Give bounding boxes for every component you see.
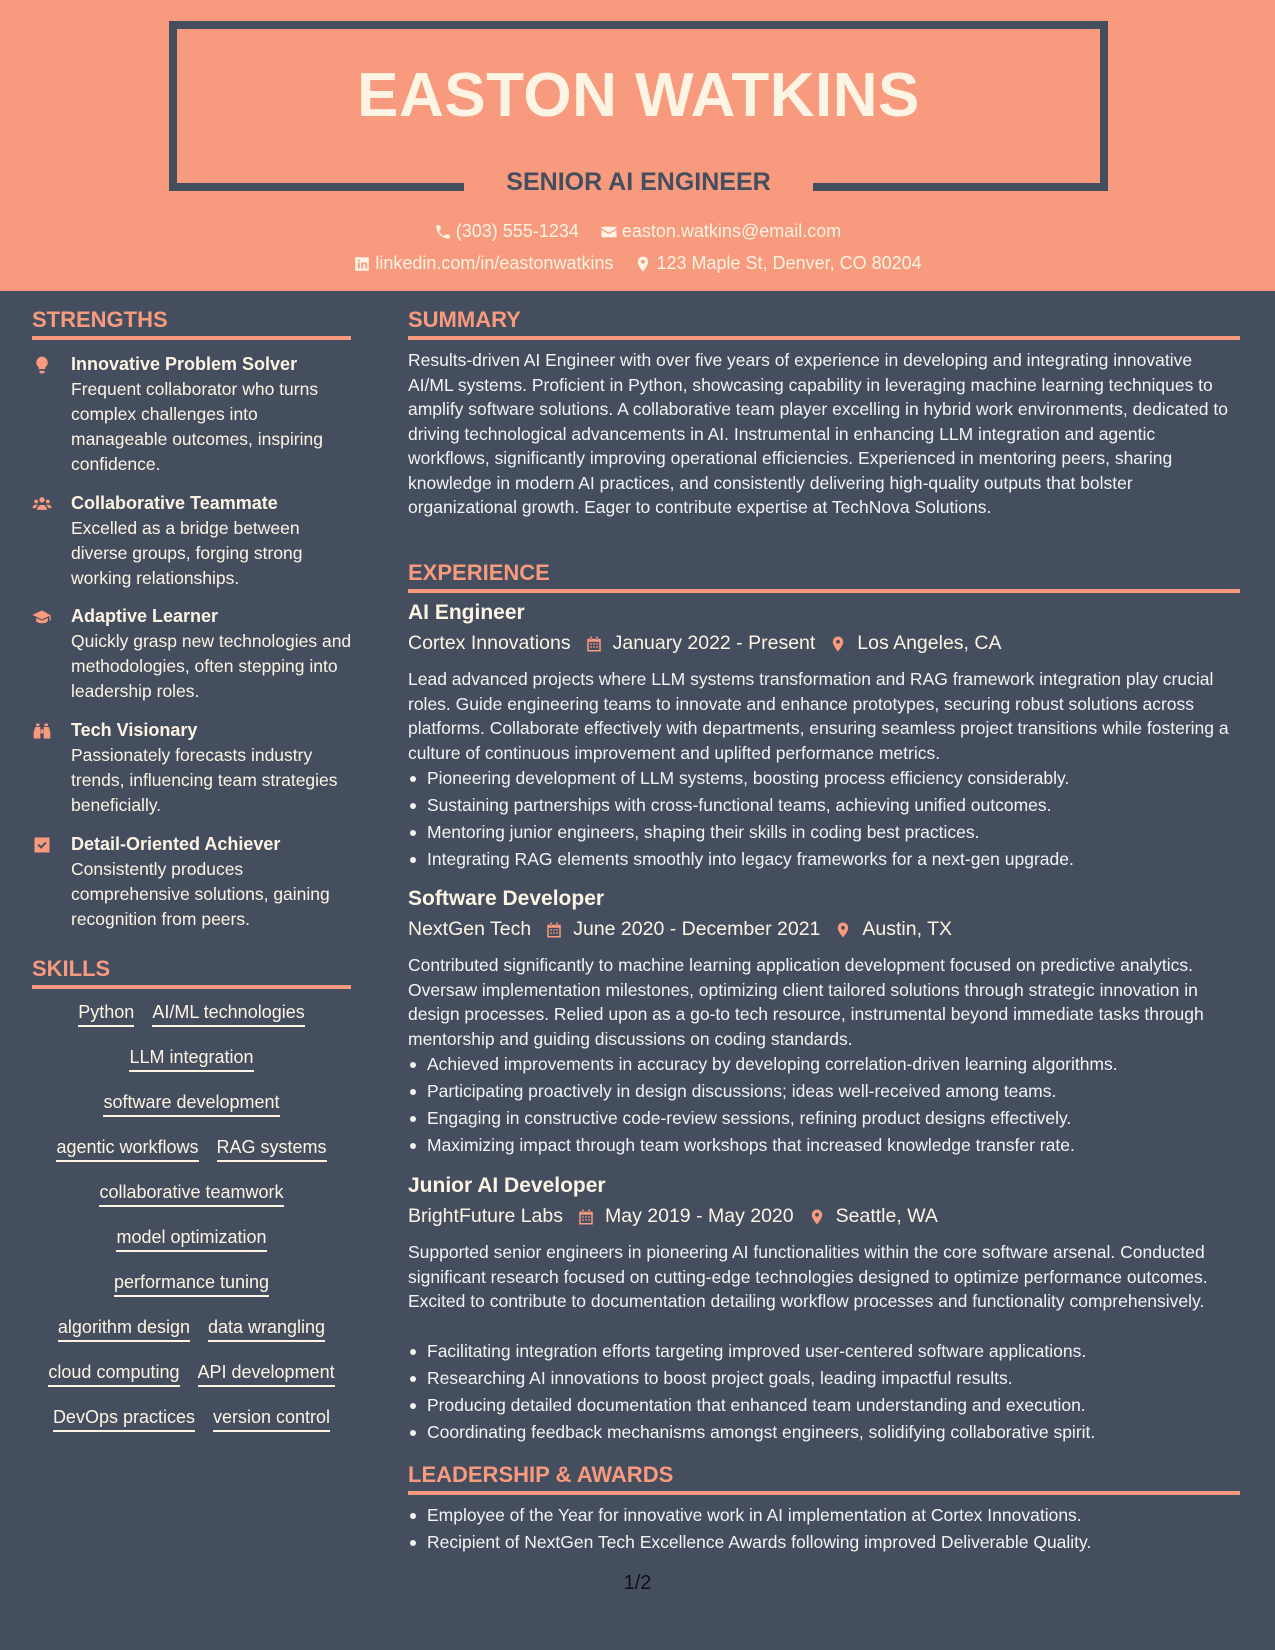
strength-title: Innovative Problem Solver bbox=[71, 354, 298, 374]
skill-tag: cloud computing bbox=[48, 1359, 179, 1387]
skill-tag: data wrangling bbox=[208, 1314, 325, 1342]
job-title: AI Engineer bbox=[408, 601, 525, 624]
binoculars-icon bbox=[32, 721, 52, 741]
skills-list bbox=[32, 999, 351, 1449]
strength-title: Adaptive Learner bbox=[71, 606, 219, 626]
phone-text: (303) 555-1234 bbox=[455, 221, 579, 241]
calendar-icon bbox=[585, 634, 603, 654]
experience-heading: EXPERIENCE bbox=[408, 560, 1240, 593]
skill-tag: API development bbox=[198, 1359, 335, 1387]
skill-row bbox=[32, 1224, 351, 1269]
list-item: Integrating RAG elements smoothly into legacy frameworks for a next-gen upgrade. bbox=[408, 846, 1240, 873]
envelope-icon bbox=[600, 223, 618, 241]
skill-row bbox=[32, 1404, 351, 1449]
skill-tag: RAG systems bbox=[217, 1134, 327, 1162]
list-item: Sustaining partnerships with cross-functional teams, achieving unified outcomes. bbox=[408, 792, 1240, 819]
skill-tag: performance tuning bbox=[114, 1269, 269, 1297]
map-pin-icon bbox=[634, 255, 652, 273]
strength-description: Excelled as a bridge between diverse groups, forging strong working relationships. bbox=[71, 518, 303, 588]
list-item: Employee of the Year for innovative work in AI implementation at Cortex Innovations. bbox=[408, 1502, 1240, 1529]
skill-tag: DevOps practices bbox=[53, 1404, 195, 1432]
address-text: 123 Maple St, Denver, CO 80204 bbox=[656, 253, 922, 273]
checkbox-icon bbox=[32, 835, 52, 855]
email-contact[interactable] bbox=[600, 221, 841, 242]
page-number: 1/2 bbox=[623, 1572, 652, 1594]
job-location: Seattle, WA bbox=[835, 1205, 938, 1227]
job-dates: June 2020 - December 2021 bbox=[573, 918, 821, 940]
strengths-heading: STRENGTHS bbox=[32, 307, 351, 340]
job-meta bbox=[408, 1205, 938, 1228]
strength-item bbox=[32, 832, 352, 932]
skill-tag: collaborative teamwork bbox=[99, 1179, 283, 1207]
candidate-name: EASTON WATKINS bbox=[357, 61, 920, 130]
map-pin-icon bbox=[829, 634, 847, 654]
job-title-header: SENIOR AI ENGINEER bbox=[506, 168, 771, 196]
strength-description: Quickly grasp new technologies and methodologies, often stepping into leadership roles. bbox=[71, 631, 352, 701]
skill-tag: model optimization bbox=[116, 1224, 266, 1252]
job-bullets bbox=[408, 1051, 1240, 1159]
strength-item bbox=[32, 604, 352, 704]
job-title: Junior AI Developer bbox=[408, 1174, 606, 1197]
linkedin-contact[interactable] bbox=[353, 253, 613, 274]
strength-description: Consistently produces comprehensive solutions, gaining recognition from peers. bbox=[71, 859, 330, 929]
job-location: Los Angeles, CA bbox=[857, 632, 1002, 654]
skills-heading: SKILLS bbox=[32, 956, 351, 989]
job-bullets bbox=[408, 1338, 1240, 1446]
skill-tag: AI/ML technologies bbox=[152, 999, 304, 1027]
skill-tag: software development bbox=[103, 1089, 279, 1117]
job-company: Cortex Innovations bbox=[408, 632, 571, 654]
skill-row bbox=[32, 1044, 351, 1089]
awards-list bbox=[408, 1502, 1240, 1556]
skill-tag: Python bbox=[78, 999, 134, 1027]
strength-title: Collaborative Teammate bbox=[71, 493, 278, 513]
list-item: Producing detailed documentation that enhanced team understanding and execution. bbox=[408, 1392, 1240, 1419]
awards-heading: LEADERSHIP & AWARDS bbox=[408, 1462, 1240, 1495]
summary-text: Results-driven AI Engineer with over five years of experience in developing and integrating innovative AI/ML systems. Proficient in Python, showcasing capability in leveraging machine learning techniques to amplify software solutions. A collaborative team player excelling in hybrid work environments, dedicated to driving technological advancements in AI. Instrumental in enhancing LLM integration and agentic workflows, significantly improving operational efficiencies. Experienced in mentoring peers, sharing knowledge in modern AI practices, and consistently delivering high-quality outputs that bolster organizational growth. Eager to contribute expertise at TechNova Solutions. bbox=[408, 350, 1228, 517]
list-item: Pioneering development of LLM systems, boosting process efficiency considerably. bbox=[408, 765, 1240, 792]
list-item: Participating proactively in design discussions; ideas well-received among teams. bbox=[408, 1078, 1240, 1105]
job-title: Software Developer bbox=[408, 887, 605, 910]
name-frame-bottom-right bbox=[813, 183, 1108, 191]
skill-row bbox=[32, 1134, 351, 1179]
graduation-cap-icon bbox=[32, 607, 52, 627]
skill-row bbox=[32, 999, 351, 1044]
email-text: easton.watkins@email.com bbox=[621, 221, 842, 241]
skill-tag: agentic workflows bbox=[56, 1134, 198, 1162]
map-pin-icon bbox=[834, 920, 852, 940]
address-contact bbox=[634, 253, 921, 274]
map-pin-icon bbox=[808, 1207, 826, 1227]
list-item: Mentoring junior engineers, shaping their skills in coding best practices. bbox=[408, 819, 1240, 846]
linkedin-icon bbox=[353, 255, 371, 273]
skill-row bbox=[32, 1089, 351, 1134]
calendar-icon bbox=[545, 920, 563, 940]
contact-row-1 bbox=[0, 221, 1275, 246]
job-dates: May 2019 - May 2020 bbox=[605, 1205, 794, 1227]
list-item: Recipient of NextGen Tech Excellence Awards following improved Deliverable Quality. bbox=[408, 1529, 1240, 1556]
resume-header bbox=[0, 0, 1275, 291]
skill-row bbox=[32, 1269, 351, 1314]
job-company: BrightFuture Labs bbox=[408, 1205, 564, 1227]
calendar-icon bbox=[577, 1207, 595, 1227]
list-item: Coordinating feedback mechanisms amongst engineers, solidifying collaborative spirit. bbox=[408, 1419, 1240, 1446]
lightbulb-icon bbox=[32, 355, 52, 375]
job-company: NextGen Tech bbox=[408, 918, 532, 940]
strength-title: Tech Visionary bbox=[71, 720, 198, 740]
list-item: Achieved improvements in accuracy by developing correlation-driven learning algorithms. bbox=[408, 1051, 1240, 1078]
job-meta bbox=[408, 632, 1001, 655]
strength-item bbox=[32, 718, 352, 818]
phone-icon bbox=[434, 223, 452, 241]
strength-item bbox=[32, 352, 352, 477]
linkedin-text: linkedin.com/in/eastonwatkins bbox=[375, 253, 614, 273]
phone-contact[interactable] bbox=[434, 221, 579, 242]
skill-tag: version control bbox=[213, 1404, 330, 1432]
name-frame-bottom-left bbox=[169, 183, 464, 191]
list-item: Facilitating integration efforts targeting improved user-centered software applications. bbox=[408, 1338, 1240, 1365]
job-description: Lead advanced projects where LLM systems transformation and RAG framework integration play crucial roles. Guide engineering teams to innovate and enhance prototypes, securing robust solutions across platforms. Collaborate effectively with departments, ensuring seamless project transitions while fostering a culture of continuous improvement and uplifted performance metrics. bbox=[408, 669, 1229, 763]
job-location: Austin, TX bbox=[862, 918, 952, 940]
skill-tag: LLM integration bbox=[129, 1044, 253, 1072]
skill-row bbox=[32, 1314, 351, 1359]
strength-item bbox=[32, 491, 352, 591]
skill-tag: algorithm design bbox=[58, 1314, 190, 1342]
strength-description: Passionately forecasts industry trends, influencing team strategies beneficially. bbox=[71, 745, 338, 815]
job-description: Supported senior engineers in pioneering AI functionalities within the core software arsenal. Conducted significant research focused on cutting-edge technologies designed to optimize performance outcomes. Excited to contribute to documentation detailing workflow processes and functionality comprehensively. bbox=[408, 1242, 1208, 1311]
summary-heading: SUMMARY bbox=[408, 307, 1240, 340]
strength-title: Detail-Oriented Achiever bbox=[71, 834, 281, 854]
skill-row bbox=[32, 1179, 351, 1224]
strength-description: Frequent collaborator who turns complex challenges into manageable outcomes, inspiring confidence. bbox=[71, 379, 323, 474]
contact-row-2 bbox=[0, 253, 1275, 278]
job-meta bbox=[408, 918, 952, 941]
list-item: Engaging in constructive code-review sessions, refining product designs effectively. bbox=[408, 1105, 1240, 1132]
list-item: Maximizing impact through team workshops that increased knowledge transfer rate. bbox=[408, 1132, 1240, 1159]
job-bullets bbox=[408, 765, 1240, 873]
users-icon bbox=[32, 494, 52, 514]
skill-row bbox=[32, 1359, 351, 1404]
job-description: Contributed significantly to machine learning application development focused on predictive analytics. Oversaw implementation milestones, optimizing client tailored solutions through strategic innovation in design processes. Relied upon as a go-to tech resource, instrumental beyond immediate tasks through mentorship and guiding discussions on coding standards. bbox=[408, 955, 1204, 1049]
job-dates: January 2022 - Present bbox=[612, 632, 816, 654]
list-item: Researching AI innovations to boost project goals, leading impactful results. bbox=[408, 1365, 1240, 1392]
